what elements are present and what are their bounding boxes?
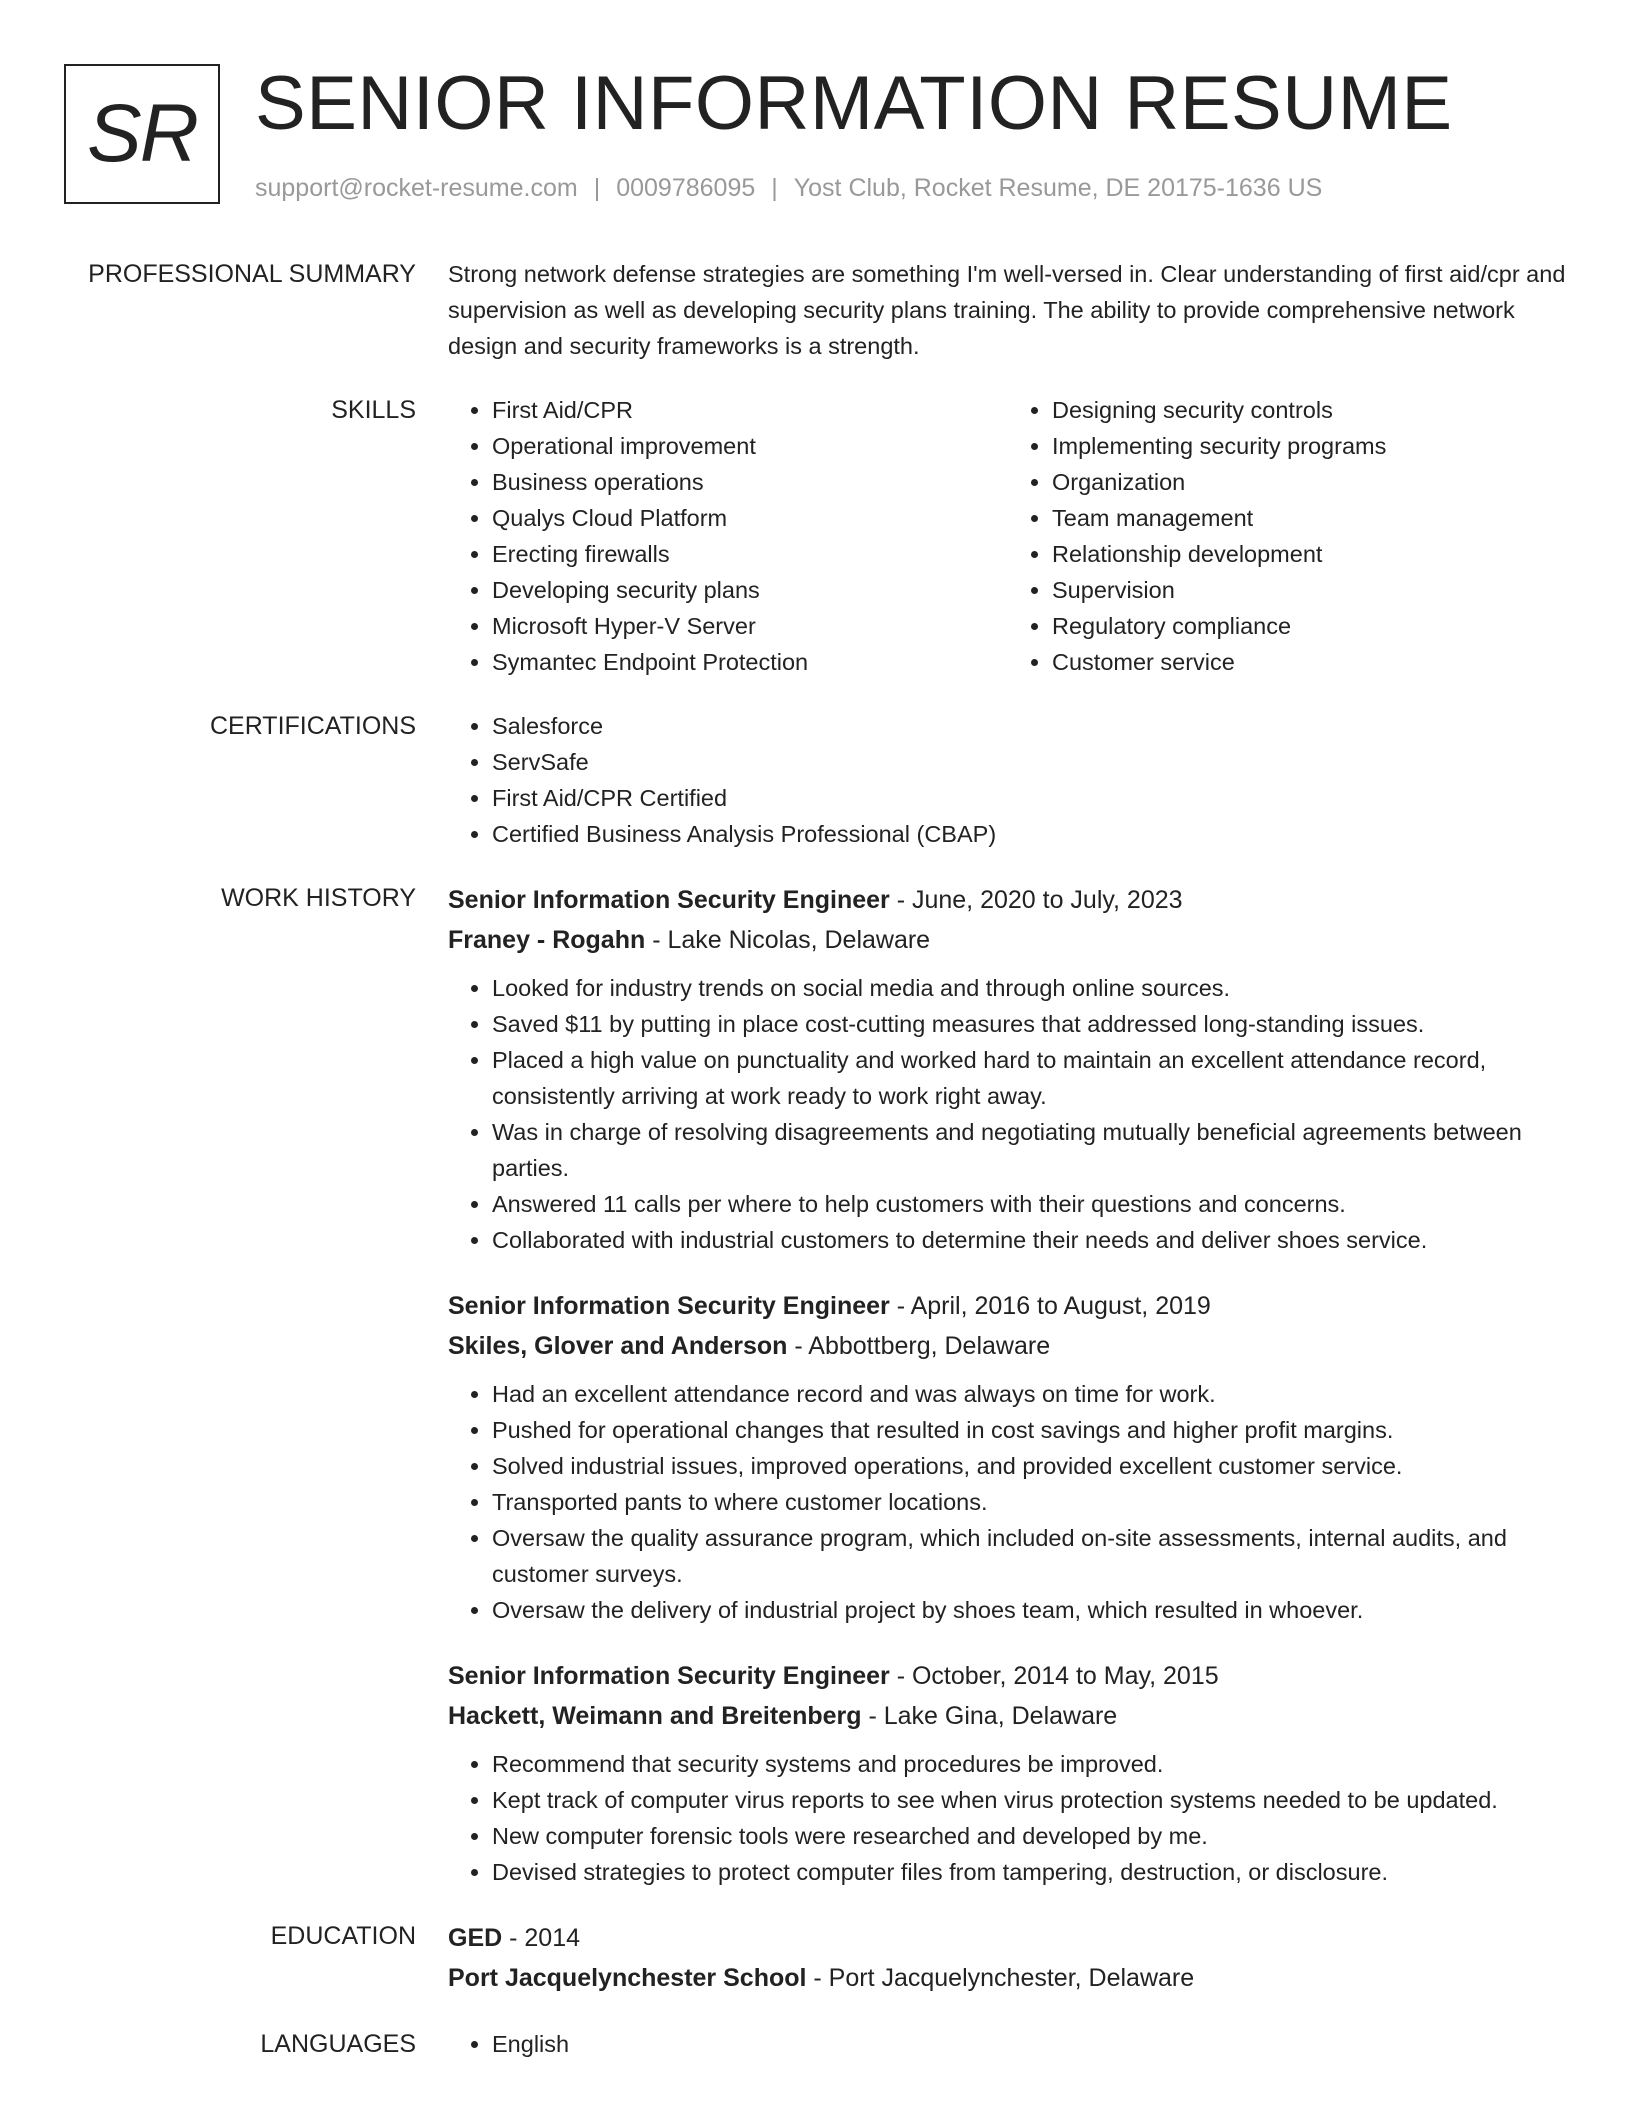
education-location: - Port Jacquelynchester, Delaware	[806, 1964, 1195, 1992]
list-item: • Placed a high value on punctuality and worked hard to maintain an excellent attendance record, consistently arriving at work ready to work right away.	[492, 1042, 1568, 1114]
list-item: • Oversaw the quality assurance program, which included on-site assessments, internal audits, and customer surveys.	[492, 1520, 1568, 1592]
education-degree-line	[448, 1918, 1568, 1958]
list-item: • Business operations	[492, 464, 1008, 500]
job-bullets	[448, 1376, 1568, 1628]
resume-header	[64, 61, 1584, 214]
list-item: • New computer forensic tools were researched and developed by me.	[492, 1818, 1568, 1854]
section-work-history	[0, 880, 1632, 1890]
list-item: • English	[492, 2026, 1568, 2062]
list-item: • Pushed for operational changes that resulted in cost savings and higher profit margins.	[492, 1412, 1568, 1448]
list-item: • Devised strategies to protect computer files from tampering, destruction, or disclosure.	[492, 1854, 1568, 1890]
job-title-line	[448, 880, 1568, 920]
resume-title: SENIOR INFORMATION RESUME	[255, 61, 1453, 146]
contact-separator: |	[771, 174, 778, 202]
list-item: • Regulatory compliance	[1052, 608, 1568, 644]
list-item: • Symantec Endpoint Protection	[492, 644, 1008, 680]
list-item: • ServSafe	[492, 744, 1568, 780]
job-entry	[448, 1286, 1568, 1628]
section-label: WORK HISTORY	[221, 884, 416, 912]
job-dates: - April, 2016 to August, 2019	[889, 1292, 1211, 1320]
list-item: • Implementing security programs	[1052, 428, 1568, 464]
section-summary	[0, 256, 1632, 364]
monogram: SR	[64, 64, 220, 204]
languages-list	[448, 2026, 1568, 2062]
list-item: • Answered 11 calls per where to help customers with their questions and concerns.	[492, 1186, 1568, 1222]
job-title: Senior Information Security Engineer	[448, 886, 890, 914]
section-label: CERTIFICATIONS	[209, 712, 416, 740]
list-item: • Oversaw the delivery of industrial project by shoes team, which resulted in whoever.	[492, 1592, 1568, 1628]
job-location: - Abbottberg, Delaware	[787, 1332, 1051, 1360]
education-school: Port Jacquelynchester School	[448, 1964, 807, 1992]
job-dates: - October, 2014 to May, 2015	[889, 1662, 1219, 1690]
job-company-line	[448, 1326, 1568, 1366]
list-item: • Microsoft Hyper-V Server	[492, 608, 1008, 644]
list-item: • Transported pants to where customer locations.	[492, 1484, 1568, 1520]
section-label: LANGUAGES	[260, 2030, 416, 2058]
section-label: SKILLS	[331, 396, 416, 424]
job-bullets	[448, 1746, 1568, 1890]
education-school-line	[448, 1958, 1568, 1998]
section-languages	[0, 2026, 1632, 2062]
list-item: • Looked for industry trends on social media and through online sources.	[492, 970, 1568, 1006]
list-item: • Solved industrial issues, improved operations, and provided excellent customer service.	[492, 1448, 1568, 1484]
summary-text: Strong network defense strategies are something I'm well-versed in. Clear understanding of first aid/cpr and supervision as well as developing security plans training. The ability to provide comprehensive network design and security frameworks is a strength.	[448, 261, 1566, 359]
job-company-line	[448, 1696, 1568, 1736]
contact-phone[interactable]: 0009786095	[616, 174, 756, 202]
skills-columns	[448, 392, 1568, 680]
list-item: • Erecting firewalls	[492, 536, 1008, 572]
list-item: • Recommend that security systems and procedures be improved.	[492, 1746, 1568, 1782]
job-title: Senior Information Security Engineer	[448, 1662, 890, 1690]
list-item: • Customer service	[1052, 644, 1568, 680]
job-entry	[448, 1656, 1568, 1890]
list-item: • Salesforce	[492, 708, 1568, 744]
job-company: Franey - Rogahn	[448, 926, 646, 954]
job-title-line	[448, 1286, 1568, 1326]
list-item: • Operational improvement	[492, 428, 1008, 464]
job-entry	[448, 880, 1568, 1258]
skills-list-left	[448, 392, 1008, 680]
contact-address: Yost Club, Rocket Resume, DE 20175-1636 US	[793, 174, 1323, 202]
section-education	[0, 1918, 1632, 1998]
certifications-list	[448, 708, 1568, 852]
section-label: EDUCATION	[270, 1922, 416, 1950]
list-item: • Supervision	[1052, 572, 1568, 608]
contact-email[interactable]: support@rocket-resume.com	[255, 174, 578, 202]
contact-separator: |	[593, 174, 601, 202]
list-item: • First Aid/CPR Certified	[492, 780, 1568, 816]
list-item: • Organization	[1052, 464, 1568, 500]
list-item: • Saved $11 by putting in place cost-cutting measures that addressed long-standing issues.	[492, 1006, 1568, 1042]
job-location: - Lake Gina, Delaware	[861, 1702, 1118, 1730]
job-company: Hackett, Weimann and Breitenberg	[448, 1702, 862, 1730]
list-item: • Designing security controls	[1052, 392, 1568, 428]
list-item: • Was in charge of resolving disagreements and negotiating mutually beneficial agreements between parties.	[492, 1114, 1568, 1186]
list-item: • Developing security plans	[492, 572, 1008, 608]
job-title-line	[448, 1656, 1568, 1696]
job-location: - Lake Nicolas, Delaware	[645, 926, 931, 954]
job-dates: - June, 2020 to July, 2023	[889, 886, 1183, 914]
skills-list-right	[1008, 392, 1568, 680]
section-label: PROFESSIONAL SUMMARY	[88, 260, 416, 288]
education-degree: GED	[448, 1924, 503, 1952]
section-skills	[0, 392, 1632, 680]
list-item: • First Aid/CPR	[492, 392, 1008, 428]
job-list	[448, 880, 1568, 1890]
list-item: • Had an excellent attendance record and was always on time for work.	[492, 1376, 1568, 1412]
contact-line	[255, 174, 1322, 203]
job-bullets	[448, 970, 1568, 1258]
resume-body	[0, 256, 1632, 2090]
list-item: • Relationship development	[1052, 536, 1568, 572]
list-item: • Certified Business Analysis Professional (CBAP)	[492, 816, 1568, 852]
section-certifications	[0, 708, 1632, 852]
list-item: • Qualys Cloud Platform	[492, 500, 1008, 536]
education-year: - 2014	[502, 1924, 581, 1952]
job-company: Skiles, Glover and Anderson	[448, 1332, 788, 1360]
list-item: • Kept track of computer virus reports to see when virus protection systems needed to be updated.	[492, 1782, 1568, 1818]
job-title: Senior Information Security Engineer	[448, 1292, 890, 1320]
job-company-line	[448, 920, 1568, 960]
list-item: • Team management	[1052, 500, 1568, 536]
list-item: • Collaborated with industrial customers to determine their needs and deliver shoes service.	[492, 1222, 1568, 1258]
